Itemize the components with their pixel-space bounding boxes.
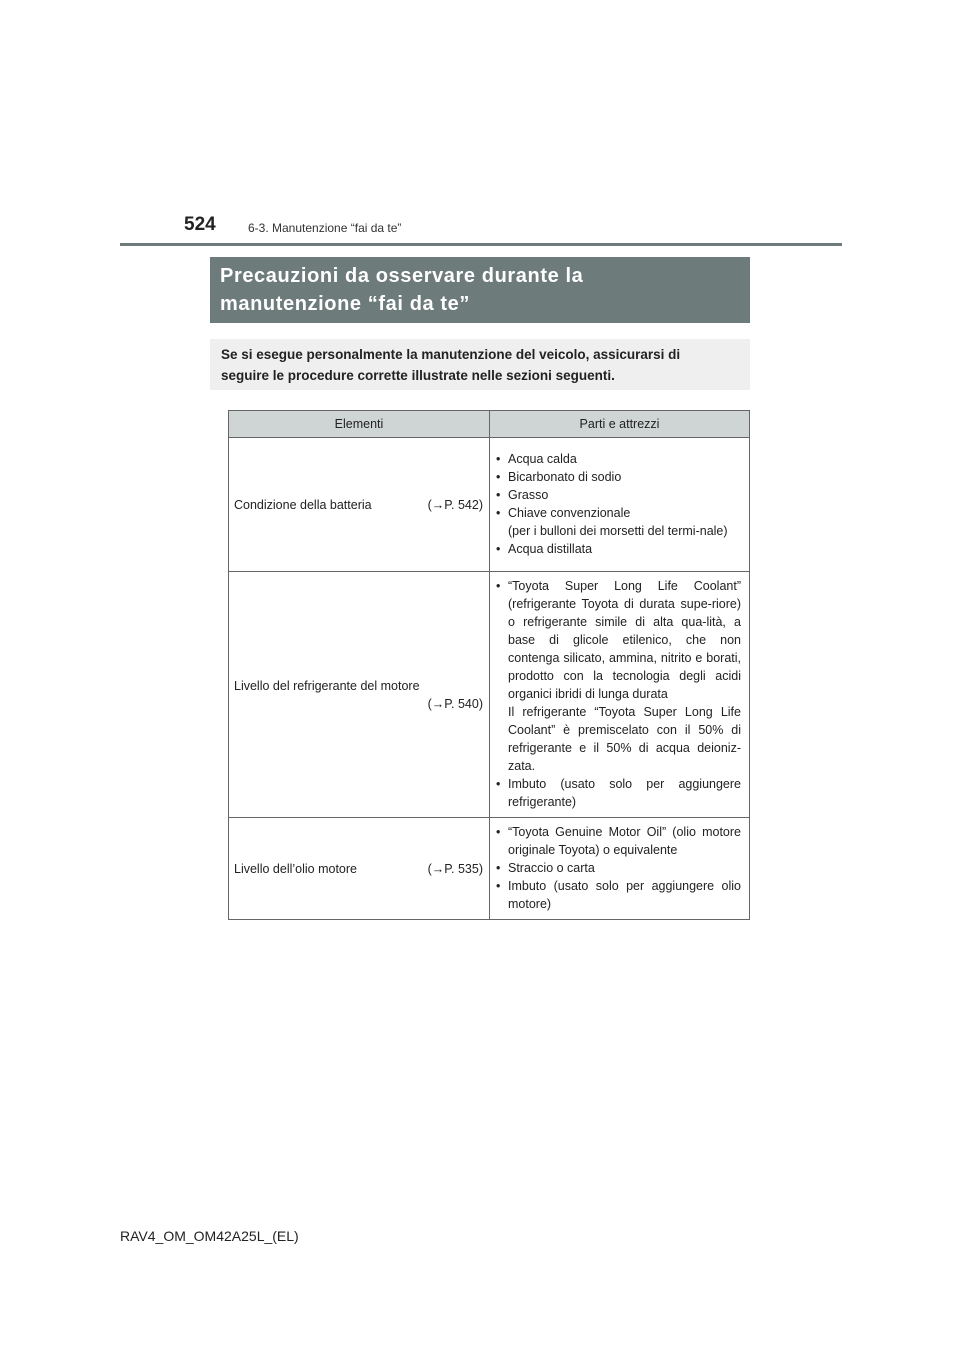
list-item: • Acqua distillata [496,540,741,558]
parts-cell [490,572,750,818]
list-item: • “Toyota Genuine Motor Oil” (olio motore originale Toyota) o equivalente [496,823,741,859]
table-row [229,572,750,818]
element-cell [229,438,490,572]
page-ref-link[interactable]: (→P. 542) [427,497,483,512]
list-item-note: (per i bulloni dei morsetti del termi-nale) [508,524,728,538]
element-name: Livello del refrigerante del motore [234,678,420,693]
list-item: • Acqua calda [496,450,741,468]
element-name: Livello dell’olio motore [234,861,357,876]
parts-table [228,410,750,920]
header-parti-attrezzi: Parti e attrezzi [490,411,750,438]
page-number: 524 [184,214,216,235]
element-name: Condizione della batteria [234,497,372,512]
page-ref-link[interactable]: (→P. 540) [427,696,483,711]
list-item: • Imbuto (usato solo per aggiungere refrigerante) [496,775,741,811]
table-row [229,438,750,572]
table-header-row [229,411,750,438]
list-item [496,577,741,775]
intro-line-1: Se si esegue personalmente la manutenzione del veicolo, assicurarsi di [221,347,681,362]
intro-line-2: seguire le procedure corrette illustrate nelle sezioni seguenti. [221,368,615,383]
list-item: • Grasso [496,486,741,504]
element-cell [229,572,490,818]
page-title [210,257,750,323]
list-item-note: Il refrigerante “Toyota Super Long Life Coolant” è premiscelato con il 50% di refrigerante e il 50% di acqua deioniz-zata. [508,705,741,773]
parts-cell [490,438,750,572]
table-row [229,818,750,920]
element-cell [229,818,490,920]
list-item [496,504,741,540]
page-title-line-1: Precauzioni da osservare durante la [220,265,584,287]
intro-box [210,339,750,390]
document-code: RAV4_OM_OM42A25L_(EL) [120,1228,299,1244]
section-label: 6-3. Manutenzione “fai da te” [248,221,402,235]
header-elementi: Elementi [229,411,490,438]
list-item-text: “Toyota Super Long Life Coolant” (refrigerante Toyota di durata supe-riore) o refrigerante simile di alta qua-lità, a base di glicole etilenico, che non contenga silicato, ammina, nitrito e borati, prodotto con la tecnologia degli acidi organici ibridi di lunga durata [508,579,741,701]
header-rule [120,243,842,246]
list-item-text: Chiave convenzionale [508,506,631,520]
list-item: • Imbuto (usato solo per aggiungere olio motore) [496,877,741,913]
list-item: • Straccio o carta [496,859,741,877]
page-title-line-2: manutenzione “fai da te” [220,293,470,315]
list-item: • Bicarbonato di sodio [496,468,741,486]
page-ref-link[interactable]: (→P. 535) [427,861,483,876]
parts-cell [490,818,750,920]
